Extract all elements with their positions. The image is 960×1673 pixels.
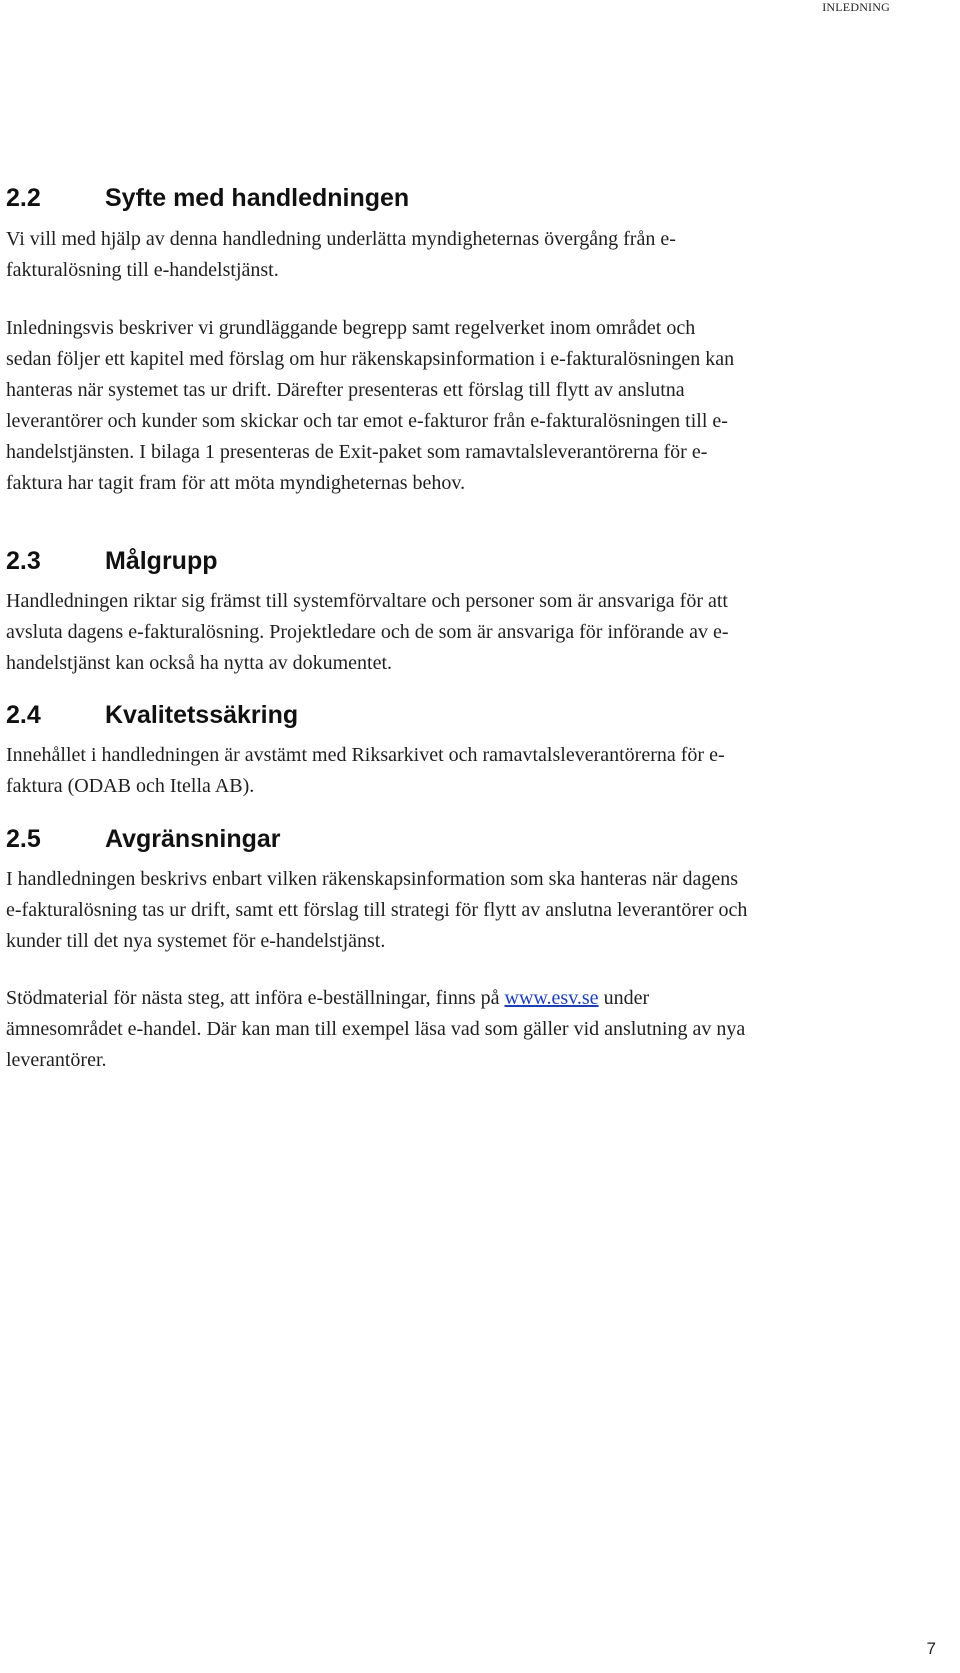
paragraph-text (6, 983, 761, 1076)
section-number: 2.4 (6, 701, 41, 729)
section-title: Målgrupp (105, 547, 218, 575)
section-title: Avgränsningar (105, 825, 281, 853)
page-number: 7 (926, 1639, 936, 1658)
paragraph-text: I handledningen beskrivs enbart vilken räkenskapsinformation som ska hanteras när dagens e-fakturalösning tas ur drift, samt ett förslag till strategi för flytt av anslutna leverantörer och kunder till det nya systemet för e-handelstjänst. (6, 868, 748, 952)
text-run: under ämnesområdet e-handel. Där kan man till exempel läsa vad som gäller vid anslutning av nya leverantörer. (6, 987, 746, 1071)
paragraph-text: Innehållet i handledningen är avstämt med Riksarkivet och ramavtalsleverantörerna för e-faktura (ODAB och Itella AB). (6, 744, 725, 797)
paragraph (6, 224, 726, 286)
section-title: Kvalitetssäkring (105, 701, 299, 729)
esv-link[interactable]: www.esv.se (504, 987, 599, 1009)
paragraph-text: Vi vill med hjälp av denna handledning underlätta myndigheternas övergång från e-fakturalösning till e-handelstjänst. (6, 228, 676, 281)
running-header: INLEDNING (822, 0, 890, 14)
section-number: 2.2 (6, 184, 41, 212)
section-heading-2-4 (6, 700, 298, 731)
paragraph (6, 983, 761, 1076)
section-title: Syfte med handledningen (105, 184, 410, 212)
section-heading-2-3 (6, 546, 218, 577)
paragraph (6, 313, 744, 499)
paragraph (6, 586, 746, 679)
paragraph-text: Handledningen riktar sig främst till systemförvaltare och personer som är ansvariga för att avsluta dagens e-fakturalösning. Projektledare och de som är ansvariga för införande av e-handelstjänst kan också ha nytta av dokumentet. (6, 590, 729, 674)
section-number: 2.3 (6, 547, 41, 575)
paragraph-text: Inledningsvis beskriver vi grundläggande begrepp samt regelverket inom området och sedan följer ett kapitel med förslag om hur räkenskapsinformation i e-fakturalösningen kan hanteras när systemet tas ur drift. Därefter presenteras ett förslag till flytt av anslutna leverantörer och kunder som skickar och tar emot e-fakturor från e-fakturalösningen till e-handelstjänsten. I bilaga 1 presenteras de Exit-paket som ramavtalsleverantörerna för e-faktura har tagit fram för att möta myndigheternas behov. (6, 317, 735, 494)
paragraph (6, 740, 751, 802)
section-heading-2-5 (6, 824, 281, 855)
paragraph (6, 864, 751, 957)
text-run: Stödmaterial för nästa steg, att införa e-beställningar, finns på (6, 987, 505, 1009)
section-heading-2-2 (6, 183, 409, 214)
section-number: 2.5 (6, 825, 41, 853)
